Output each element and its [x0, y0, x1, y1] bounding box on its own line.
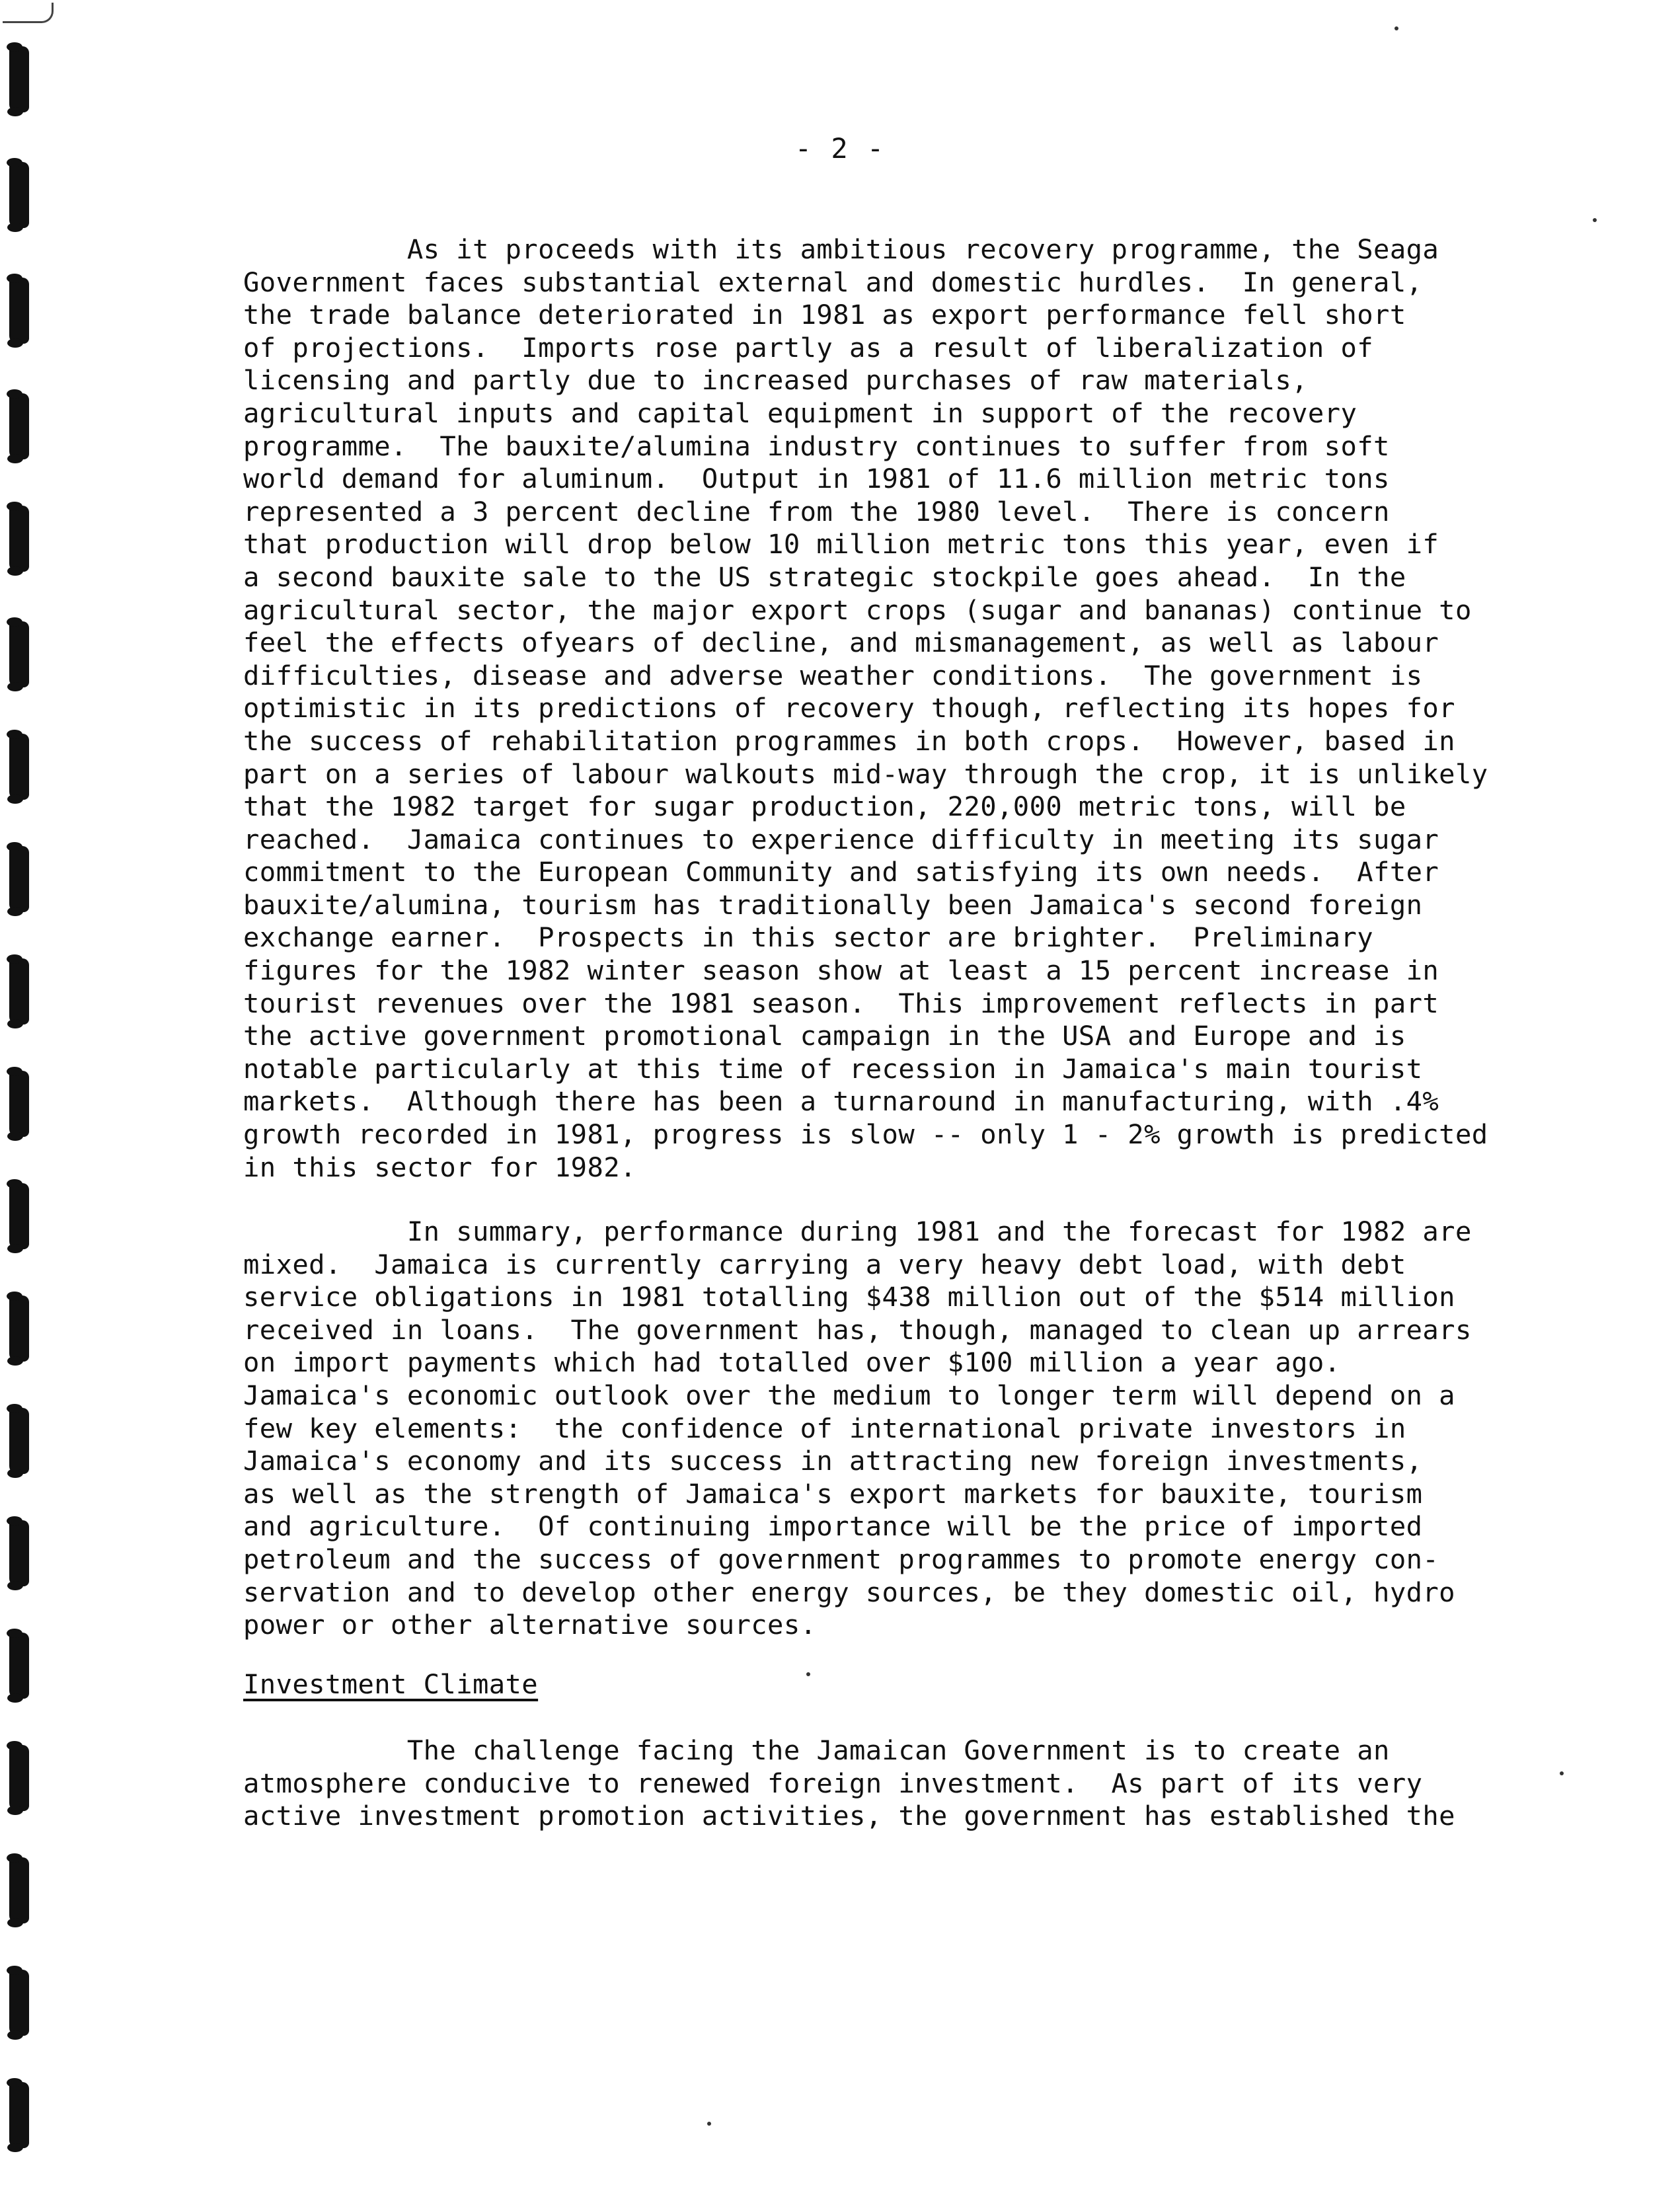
text-line: bauxite/alumina, tourism has traditionally been Jamaica's second foreign [243, 888, 1423, 921]
binder-mark [9, 393, 29, 459]
binder-mark [9, 1745, 29, 1811]
text-line: world demand for aluminum. Output in 1981 of 11.6 million metric tons [243, 463, 1390, 495]
paragraph-recovery-programme [243, 233, 1486, 1184]
text-line: Government faces substantial external and domestic hurdles. In general, [243, 266, 1423, 298]
text-line: the trade balance deteriorated in 1981 as export performance fell short [243, 299, 1406, 331]
text-line: the success of rehabilitation programmes in both crops. However, based in [243, 724, 1455, 757]
text-line: and agriculture. Of continuing importance will be the price of imported [243, 1510, 1423, 1543]
text-line: licensing and partly due to increased purchases of raw materials, [243, 364, 1308, 397]
text-line: part on a series of labour walkouts mid-way through the crop, it is unlikely [243, 757, 1488, 790]
binder-mark [9, 46, 29, 112]
paragraph-summary [243, 1216, 1486, 1642]
section-heading-investment-climate: Investment Climate [243, 1668, 539, 1700]
scan-speck [1394, 26, 1398, 30]
text-line: on import payments which had totalled over $100 million a year ago. [243, 1346, 1341, 1379]
text-line: figures for the 1982 winter season show at least a 15 percent increase in [243, 954, 1439, 987]
text-line: Jamaica's economy and its success in attracting new foreign investments, [243, 1445, 1423, 1477]
scan-speck [1560, 1771, 1564, 1775]
binder-mark [9, 506, 29, 572]
text-line: in this sector for 1982. [243, 1151, 636, 1183]
text-line: agricultural inputs and capital equipment in support of the recovery [243, 397, 1357, 429]
text-line: of projections. Imports rose partly as a result of liberalization of [243, 331, 1374, 364]
binder-mark [9, 1295, 29, 1362]
corner-scribble [3, 3, 54, 23]
text-line: agricultural sector, the major export crops (sugar and bananas) continue to [243, 594, 1472, 626]
text-line: the active government promotional campaign in the USA and Europe and is [243, 1020, 1406, 1052]
text-line: difficulties, disease and adverse weather conditions. The government is [243, 659, 1423, 691]
text-line: notable particularly at this time of recession in Jamaica's main tourist [243, 1052, 1423, 1085]
scan-speck [707, 2122, 711, 2126]
binder-mark [9, 621, 29, 687]
text-line: as well as the strength of Jamaica's export markets for bauxite, tourism [243, 1477, 1423, 1510]
binder-mark [9, 1183, 29, 1249]
text-line: In summary, performance during 1981 and the forecast for 1982 are [243, 1216, 1472, 1247]
text-line: growth recorded in 1981, progress is slow -- only 1 - 2% growth is predicted [243, 1118, 1488, 1151]
binder-mark [9, 734, 29, 800]
text-line: markets. Although there has been a turnaround in manufacturing, with .4% [243, 1085, 1439, 1118]
text-line: mixed. Jamaica is currently carrying a very heavy debt load, with debt [243, 1248, 1406, 1280]
text-line: received in loans. The government has, though, managed to clean up arrears [243, 1313, 1472, 1346]
binder-mark [9, 846, 29, 912]
text-line: Jamaica's economic outlook over the medium to longer term will depend on a [243, 1379, 1455, 1411]
scan-speck [1593, 218, 1597, 222]
binder-mark [9, 278, 29, 344]
text-line: that the 1982 target for sugar production, 220,000 metric tons, will be [243, 791, 1406, 823]
text-line: The challenge facing the Jamaican Government is to create an [243, 1734, 1390, 1766]
page-number: - 2 - [794, 132, 886, 165]
text-line: reached. Jamaica continues to experience difficulty in meeting its sugar [243, 823, 1439, 855]
text-line: a second bauxite sale to the US strategic stockpile goes ahead. In the [243, 560, 1406, 593]
text-line: commitment to the European Community and satisfying its own needs. After [243, 856, 1439, 888]
text-line: power or other alternative sources. [243, 1609, 817, 1641]
binder-mark [9, 1970, 29, 2036]
paragraph-investment-climate [243, 1734, 1486, 1833]
text-line: that production will drop below 10 million metric tons this year, even if [243, 528, 1439, 560]
binder-mark [9, 162, 29, 228]
text-line: tourist revenues over the 1981 season. This improvement reflects in part [243, 987, 1439, 1019]
text-line: exchange earner. Prospects in this sector are brighter. Preliminary [243, 921, 1374, 954]
text-line: servation and to develop other energy sources, be they domestic oil, hydro [243, 1576, 1455, 1608]
binder-mark [9, 1520, 29, 1586]
binder-mark [9, 1633, 29, 1699]
text-line: optimistic in its predictions of recovery though, reflecting its hopes for [243, 692, 1455, 724]
binder-mark [9, 958, 29, 1024]
text-line: active investment promotion activities, the government has established the [243, 1800, 1455, 1832]
text-line: As it proceeds with its ambitious recovery programme, the Seaga [243, 233, 1439, 265]
text-line: feel the effects ofyears of decline, and mismanagement, as well as labour [243, 627, 1439, 659]
scan-speck [806, 1672, 810, 1676]
binder-mark [9, 1071, 29, 1137]
text-line: atmosphere conducive to renewed foreign investment. As part of its very [243, 1767, 1423, 1799]
binder-mark [9, 1408, 29, 1474]
text-line: programme. The bauxite/alumina industry continues to suffer from soft [243, 430, 1390, 462]
text-line: few key elements: the confidence of international private investors in [243, 1412, 1406, 1444]
binder-mark [9, 2082, 29, 2148]
text-line: service obligations in 1981 totalling $438 million out of the $514 million [243, 1281, 1455, 1313]
text-line: represented a 3 percent decline from the 1980 level. There is concern [243, 495, 1390, 527]
text-line: petroleum and the success of government programmes to promote energy con- [243, 1543, 1439, 1575]
binder-mark [9, 1857, 29, 1923]
